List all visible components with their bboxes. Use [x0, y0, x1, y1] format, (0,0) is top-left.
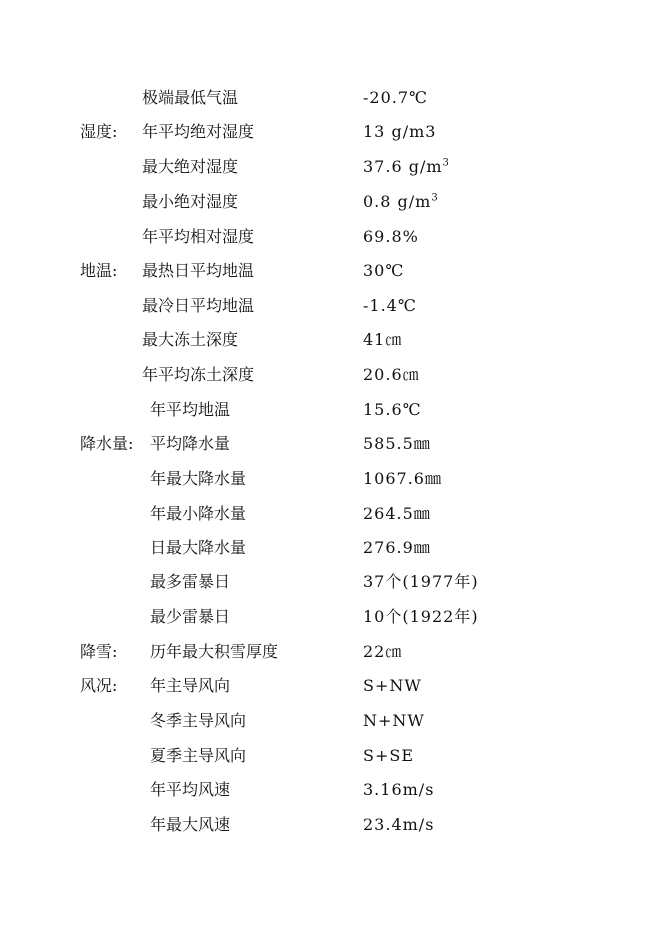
item-label: 最冷日平均地温	[142, 296, 255, 315]
item-label: 最多雷暴日	[150, 572, 231, 591]
row-annual-max-wind-speed	[0, 808, 662, 842]
item-label: 年主导风向	[150, 676, 231, 695]
item-label: 年最大风速	[150, 815, 231, 834]
item-value: 23.4m/s	[363, 815, 435, 834]
item-label: 历年最大积雪厚度	[150, 642, 279, 661]
category-label: 降水量:	[80, 434, 134, 453]
item-value-wrapper	[363, 150, 450, 184]
item-label: 冬季主导风向	[150, 711, 247, 730]
row-annual-mean-relative-humidity	[0, 220, 662, 254]
row-annual-mean-wind-speed	[0, 773, 662, 807]
unit-superscript: 3	[431, 192, 439, 204]
item-value: 264.5㎜	[363, 504, 431, 523]
item-value: 37个(1977年)	[363, 572, 479, 591]
row-coldest-day-ground-temp	[0, 289, 662, 323]
item-value: -1.4℃	[363, 296, 417, 315]
item-value: 3.16m/s	[363, 780, 435, 799]
unit-superscript: 3	[442, 157, 450, 169]
item-value: 276.9㎜	[363, 538, 431, 557]
item-label: 极端最低气温	[142, 88, 239, 107]
item-value: S+SE	[363, 746, 415, 765]
row-extreme-min-temperature	[0, 81, 662, 115]
item-label: 最大绝对湿度	[142, 157, 239, 176]
category-label: 降雪:	[80, 642, 118, 661]
row-mean-precipitation	[0, 427, 662, 461]
item-label: 最热日平均地温	[142, 261, 255, 280]
item-value: 30℃	[363, 261, 405, 280]
row-summer-prevailing-wind	[0, 739, 662, 773]
item-label: 年平均绝对湿度	[142, 122, 255, 141]
row-annual-prevailing-wind	[0, 669, 662, 703]
item-value: 10个(1922年)	[363, 607, 479, 626]
row-max-thunderstorm-days	[0, 565, 662, 599]
item-label: 年最大降水量	[150, 469, 247, 488]
category-label: 地温:	[80, 261, 118, 280]
item-value: S+NW	[363, 676, 422, 695]
category-label: 湿度:	[80, 122, 118, 141]
item-value: 37.6 g/m	[363, 157, 443, 176]
row-min-absolute-humidity	[0, 185, 662, 219]
category-label: 风况:	[80, 676, 118, 695]
item-value: 20.6㎝	[363, 365, 420, 384]
item-label: 夏季主导风向	[150, 746, 247, 765]
item-value-wrapper	[363, 185, 439, 219]
item-value: 1067.6㎜	[363, 469, 442, 488]
row-winter-prevailing-wind	[0, 704, 662, 738]
row-annual-min-precipitation	[0, 497, 662, 531]
row-annual-mean-absolute-humidity	[0, 115, 662, 149]
row-max-snow-depth	[0, 635, 662, 669]
item-value: 0.8 g/m	[363, 192, 432, 211]
item-label: 最大冻土深度	[142, 330, 239, 349]
item-label: 最小绝对湿度	[142, 192, 239, 211]
item-label: 年最小降水量	[150, 504, 247, 523]
item-value: 41㎝	[363, 330, 403, 349]
item-value: 13 g/m3	[363, 122, 437, 141]
row-min-thunderstorm-days	[0, 600, 662, 634]
item-label: 平均降水量	[150, 434, 231, 453]
item-value: 22㎝	[363, 642, 403, 661]
item-value: N+NW	[363, 711, 425, 730]
row-hottest-day-ground-temp	[0, 254, 662, 288]
row-annual-mean-ground-temp	[0, 393, 662, 427]
row-max-frozen-soil-depth	[0, 323, 662, 357]
item-label: 最少雷暴日	[150, 607, 231, 626]
item-value: 585.5㎜	[363, 434, 431, 453]
row-annual-mean-frozen-soil-depth	[0, 358, 662, 392]
item-label: 年平均冻土深度	[142, 365, 255, 384]
row-daily-max-precipitation	[0, 531, 662, 565]
item-label: 年平均地温	[150, 400, 231, 419]
row-max-absolute-humidity	[0, 150, 662, 184]
item-label: 年平均风速	[150, 780, 231, 799]
row-annual-max-precipitation	[0, 462, 662, 496]
item-value: 69.8%	[363, 227, 419, 246]
item-label: 日最大降水量	[150, 538, 247, 557]
item-value: -20.7℃	[363, 88, 428, 107]
item-value: 15.6℃	[363, 400, 422, 419]
item-label: 年平均相对湿度	[142, 227, 255, 246]
